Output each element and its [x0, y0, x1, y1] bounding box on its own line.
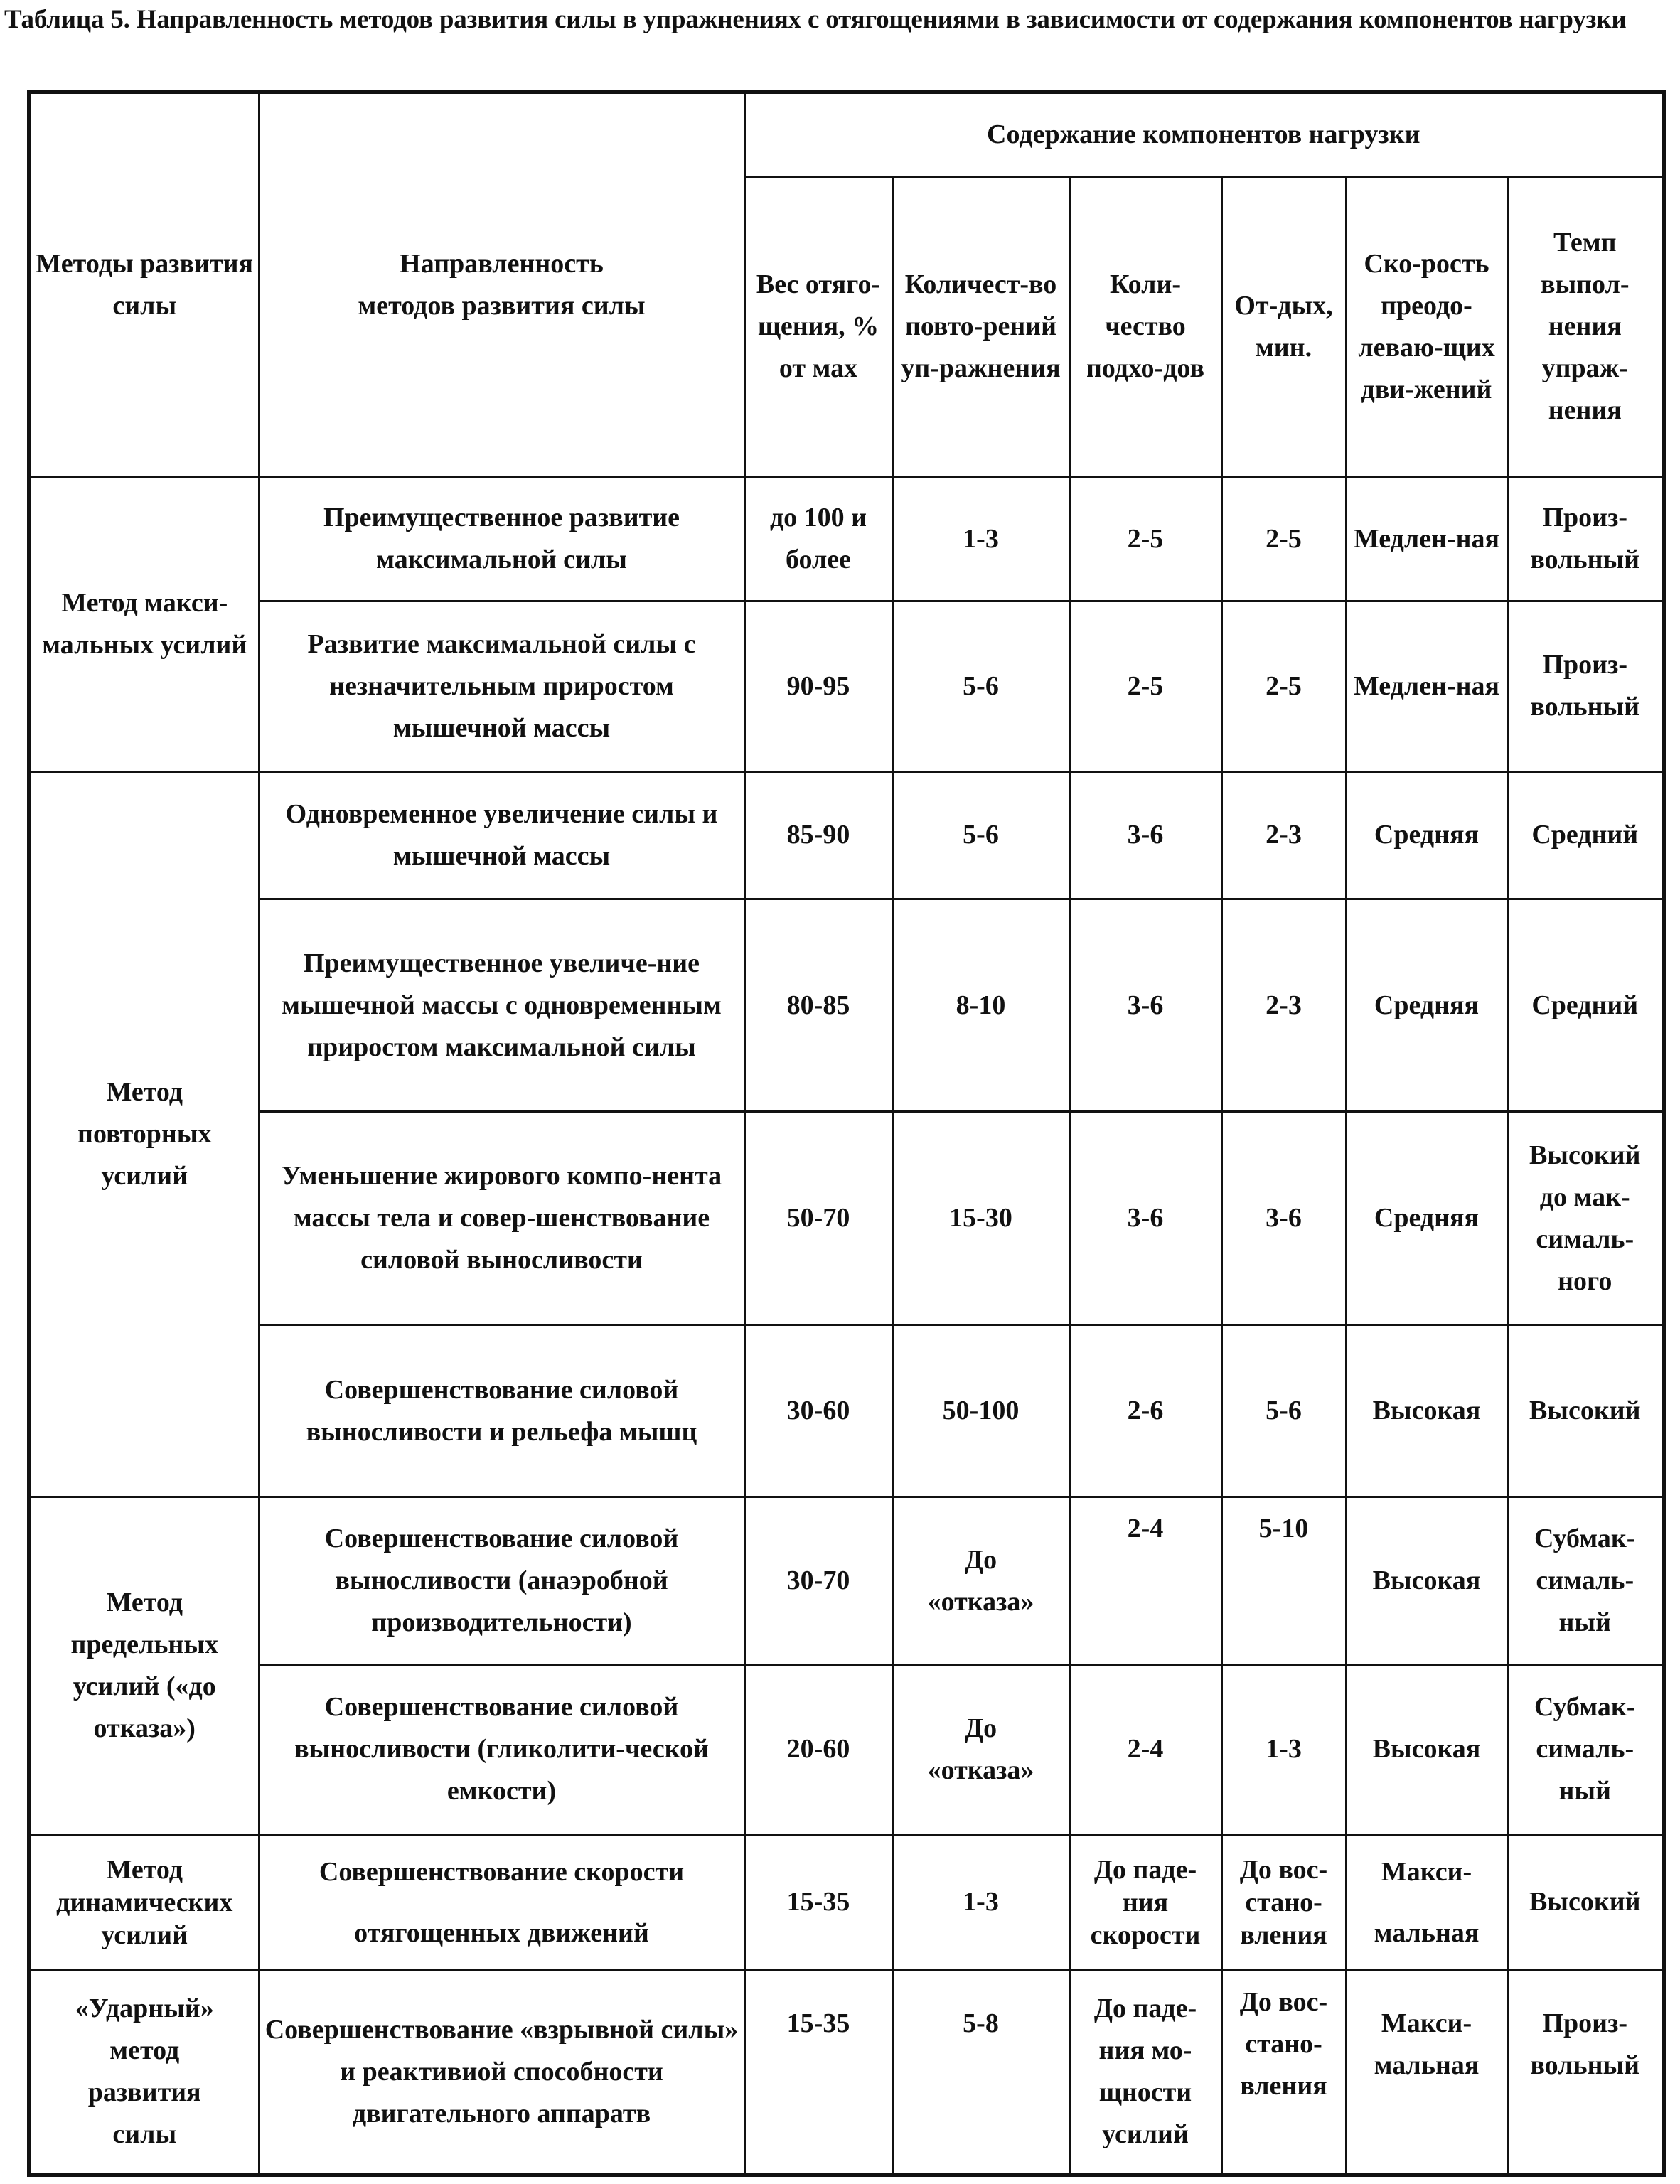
rest-cell: 3-6: [1221, 1112, 1346, 1325]
rest-cell: До вос-стано-вления: [1221, 1834, 1346, 1970]
direction-cell: Преимущественное развитие максимальной силы: [259, 477, 744, 601]
method-cell: Метод повторных усилий: [29, 771, 259, 1497]
methods-table: [27, 90, 1666, 2177]
method-cell: Метод макси-мальных усилий: [29, 477, 259, 772]
tempo-cell: Произ-вольный: [1507, 1970, 1664, 2175]
direction-cell: Одновременное увеличение силы и мышечной массы: [259, 771, 744, 899]
tempo-cell: Средний: [1507, 771, 1664, 899]
header-reps: Количест-во повто-рений уп-ражнения: [892, 177, 1069, 477]
weight-cell: 85-90: [744, 771, 892, 899]
speed-cell: Средняя: [1346, 771, 1507, 899]
reps-cell: 5-8: [892, 1970, 1069, 2175]
reps-cell: 5-6: [892, 771, 1069, 899]
tempo-cell: Субмак-cималь-ный: [1507, 1664, 1664, 1834]
direction-cell: Совершенствование «взрывной силы» и реактивиой способности двигательного аппаратв: [259, 1970, 744, 2175]
table-row: [29, 1664, 1664, 1834]
table-row: [29, 899, 1664, 1112]
weight-cell: 50-70: [744, 1112, 892, 1325]
header-speed: Ско-рость преодо-леваю-щих дви-жений: [1346, 177, 1507, 477]
sets-cell: 3-6: [1069, 1112, 1221, 1325]
speed-cell: Медлен-ная: [1346, 601, 1507, 771]
header-direction: Направленность методов развития силы: [259, 92, 744, 477]
sets-cell: 2-5: [1069, 477, 1221, 601]
sets-cell: 2-5: [1069, 601, 1221, 771]
header-tempo: Темп выпол-нения упраж-нения: [1507, 177, 1664, 477]
reps-cell: 5-6: [892, 601, 1069, 771]
weight-cell: 15-35: [744, 1834, 892, 1970]
tempo-cell: Высокий: [1507, 1834, 1664, 1970]
weight-cell: 30-60: [744, 1325, 892, 1497]
header-row-1: [29, 92, 1664, 177]
sets-cell: До паде-ния скорости: [1069, 1834, 1221, 1970]
tempo-cell: Средний: [1507, 899, 1664, 1112]
rest-cell: 5-6: [1221, 1325, 1346, 1497]
reps-cell: 1-3: [892, 477, 1069, 601]
table-row: [29, 1325, 1664, 1497]
reps-cell: 8-10: [892, 899, 1069, 1112]
weight-cell: 90-95: [744, 601, 892, 771]
speed-cell: Средняя: [1346, 1112, 1507, 1325]
header-methods: Методы развития силы: [29, 92, 259, 477]
rest-cell: До вос-стано-вления: [1221, 1970, 1346, 2175]
tempo-cell: Произ-вольный: [1507, 477, 1664, 601]
sets-cell: 2-4: [1069, 1497, 1221, 1665]
table-caption: Таблица 5. Направленность методов развития силы в упражнениях с отягощениями в зависимости от содержания компонентов нагрузки: [4, 5, 1627, 34]
weight-cell: 80-85: [744, 899, 892, 1112]
speed-cell: Высокая: [1346, 1325, 1507, 1497]
tempo-cell: Субмак-cималь-ный: [1507, 1497, 1664, 1665]
reps-cell: 50-100: [892, 1325, 1069, 1497]
header-load-components: Содержание компонентов нагрузки: [744, 92, 1664, 177]
sets-cell: 2-6: [1069, 1325, 1221, 1497]
tempo-cell: Высокий до мак-cималь-ного: [1507, 1112, 1664, 1325]
direction-cell: Совершенствование скорости отягощенных движений: [259, 1834, 744, 1970]
method-cell: «Ударный» метод развития силы: [29, 1970, 259, 2175]
direction-cell: Совершенствование силовой выносливости (анаэробной производительности): [259, 1497, 744, 1665]
speed-cell: Высокая: [1346, 1664, 1507, 1834]
table-row: [29, 1834, 1664, 1970]
direction-cell: Совершенствование силовой выносливости (гликолити-ческой емкости): [259, 1664, 744, 1834]
weight-cell: до 100 и более: [744, 477, 892, 601]
table-row: [29, 1112, 1664, 1325]
direction-cell: Уменьшение жирового компо-нента массы тела и совер-шенствование силовой выносливости: [259, 1112, 744, 1325]
sets-cell: 3-6: [1069, 771, 1221, 899]
table-row: [29, 771, 1664, 899]
speed-cell: Макси-мальная: [1346, 1970, 1507, 2175]
direction-cell: Совершенствование силовой выносливости и рельефа мышц: [259, 1325, 744, 1497]
sets-cell: До паде-ния мо-щности усилий: [1069, 1970, 1221, 2175]
rest-cell: 2-3: [1221, 899, 1346, 1112]
reps-cell: 15-30: [892, 1112, 1069, 1325]
reps-cell: До «отказа»: [892, 1497, 1069, 1665]
header-weight: Вес отяго-щения, % от мах: [744, 177, 892, 477]
tempo-cell: Высокий: [1507, 1325, 1664, 1497]
rest-cell: 2-3: [1221, 771, 1346, 899]
sets-cell: 2-4: [1069, 1664, 1221, 1834]
method-cell: Метод динамических усилий: [29, 1834, 259, 1970]
table-row: [29, 1497, 1664, 1665]
rest-cell: 2-5: [1221, 601, 1346, 771]
reps-cell: До «отказа»: [892, 1664, 1069, 1834]
speed-cell: Медлен-ная: [1346, 477, 1507, 601]
speed-cell: Макси-мальная: [1346, 1834, 1507, 1970]
weight-cell: 15-35: [744, 1970, 892, 2175]
rest-cell: 1-3: [1221, 1664, 1346, 1834]
sets-cell: 3-6: [1069, 899, 1221, 1112]
header-sets: Коли-чество подхо-дов: [1069, 177, 1221, 477]
method-cell: Метод предельных усилий («до отказа»): [29, 1497, 259, 1835]
direction-cell: Преимущественное увеличе-ние мышечной массы с одновременным приростом максимальной силы: [259, 899, 744, 1112]
rest-cell: 2-5: [1221, 477, 1346, 601]
rest-cell: 5-10: [1221, 1497, 1346, 1665]
tempo-cell: Произ-вольный: [1507, 601, 1664, 771]
reps-cell: 1-3: [892, 1834, 1069, 1970]
table-row: [29, 477, 1664, 601]
direction-cell: Развитие максимальной силы с незначительным приростом мышечной массы: [259, 601, 744, 771]
weight-cell: 30-70: [744, 1497, 892, 1665]
table-row: [29, 601, 1664, 771]
speed-cell: Высокая: [1346, 1497, 1507, 1665]
header-rest: От-дых, мин.: [1221, 177, 1346, 477]
weight-cell: 20-60: [744, 1664, 892, 1834]
table-row: [29, 1970, 1664, 2175]
speed-cell: Средняя: [1346, 899, 1507, 1112]
